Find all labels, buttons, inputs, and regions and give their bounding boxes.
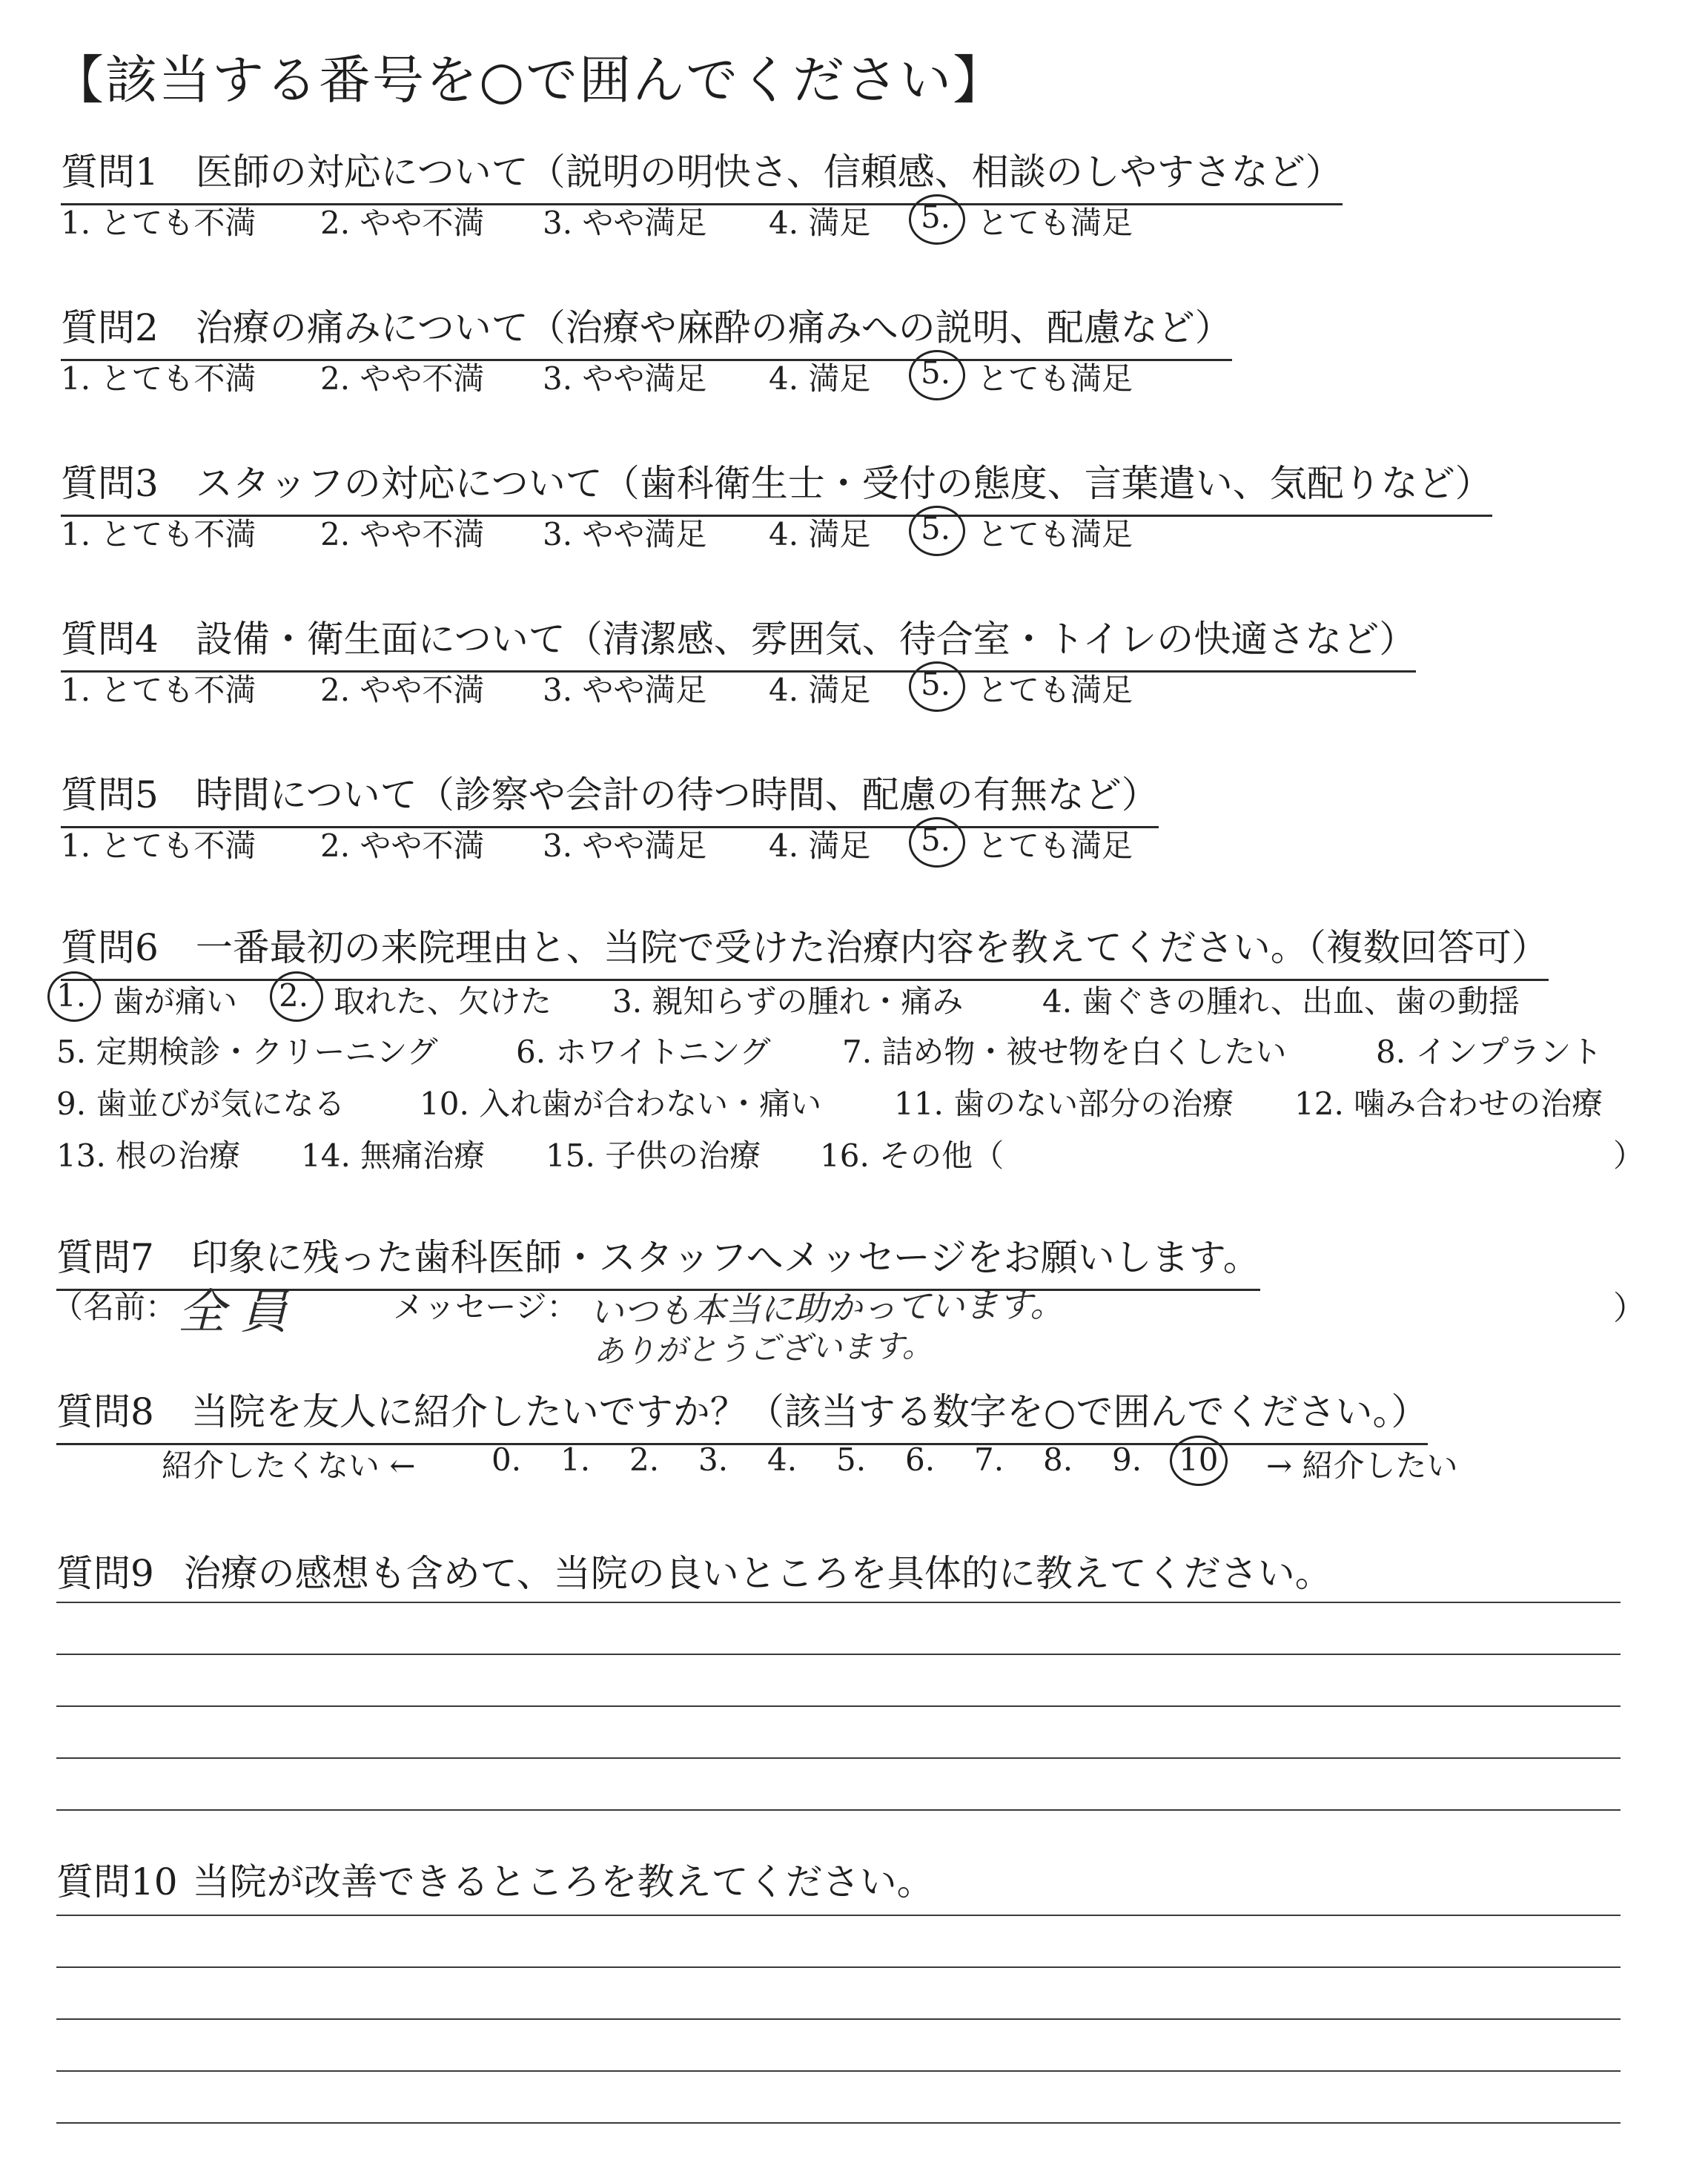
name-label: （名前： — [52, 1289, 177, 1325]
option-1[interactable]: 1. — [56, 977, 87, 1014]
question-number: 質問10 — [56, 1860, 178, 1903]
answer-line[interactable] — [56, 2122, 1621, 2124]
option-11[interactable]: 11. 歯のない部分の治療 — [894, 1086, 1234, 1122]
scale-8[interactable]: 8. — [1043, 1441, 1073, 1478]
option-2[interactable]: 2. やや不満 — [320, 516, 485, 552]
option-7[interactable]: 7. 詰め物・被せ物を白くしたい — [842, 1034, 1287, 1070]
scale-3[interactable]: 3. — [698, 1441, 729, 1478]
message-handwritten-line-1: いつも本当に助かっています。 — [589, 1284, 1065, 1332]
answer-line[interactable] — [56, 1654, 1621, 1655]
selection-circle — [909, 350, 965, 400]
option-1-label: 歯が痛い — [113, 983, 238, 1020]
option-2[interactable]: 2. やや不満 — [320, 360, 485, 397]
option-4[interactable]: 4. 歯ぐきの腫れ、出血、歯の動揺 — [1042, 983, 1520, 1020]
selection-circle — [270, 971, 323, 1022]
question-number: 質問8 — [56, 1390, 154, 1433]
option-2-label: 取れた、欠けた — [334, 983, 552, 1020]
option-10[interactable]: 10. 入れ歯が合わない・痛い — [420, 1086, 822, 1122]
option-5[interactable]: 5. — [921, 510, 951, 546]
selection-circle — [47, 971, 101, 1022]
option-3[interactable]: 3. やや満足 — [543, 672, 707, 708]
option-1[interactable]: 1. とても不満 — [61, 828, 256, 864]
answer-line[interactable] — [56, 2070, 1621, 2072]
message-handwritten-line-2: ありがとうございます。 — [592, 1327, 934, 1370]
scale-9[interactable]: 9. — [1112, 1441, 1142, 1478]
question-text: スタッフの対応について（歯科衛生士・受付の態度、言葉遣い、気配りなど） — [195, 462, 1492, 505]
option-4[interactable]: 4. 満足 — [769, 205, 871, 241]
option-14[interactable]: 14. 無痛治療 — [301, 1137, 486, 1174]
option-3[interactable]: 3. やや満足 — [543, 205, 707, 241]
scale-1[interactable]: 1. — [560, 1441, 591, 1478]
question-1 — [61, 142, 1343, 205]
question-text: 一番最初の来院理由と、当院で受けた治療内容を教えてください。（複数回答可） — [195, 926, 1549, 969]
question-number: 質問2 — [61, 306, 159, 349]
answer-line[interactable] — [56, 1809, 1621, 1811]
option-12[interactable]: 12. 噛み合わせの治療 — [1294, 1086, 1603, 1122]
question-6 — [61, 918, 1549, 981]
question-number: 質問4 — [61, 618, 159, 661]
option-5-label: とても満足 — [977, 205, 1133, 241]
scale-7[interactable]: 7. — [974, 1441, 1004, 1478]
scale-2[interactable]: 2. — [629, 1441, 660, 1478]
scale-5[interactable]: 5. — [836, 1441, 867, 1478]
option-2[interactable]: 2. やや不満 — [320, 828, 485, 864]
answer-line[interactable] — [56, 1966, 1621, 1968]
question-text: 設備・衛生面について（清潔感、雰囲気、待合室・トイレの快適さなど） — [195, 618, 1417, 661]
message-close-paren: ） — [1613, 1289, 1646, 1327]
question-4 — [61, 610, 1416, 673]
question-3 — [61, 454, 1492, 517]
question-number: 質問9 — [56, 1552, 154, 1595]
question-text: 時間について（診察や会計の待つ時間、配慮の有無など） — [195, 773, 1159, 816]
answer-line[interactable] — [56, 1915, 1621, 1916]
scale-4[interactable]: 4. — [767, 1441, 798, 1478]
option-5[interactable]: 5. — [921, 666, 951, 702]
option-4[interactable]: 4. 満足 — [769, 672, 871, 708]
option-5[interactable]: 5. — [921, 354, 951, 391]
other-close-paren: ） — [1613, 1137, 1645, 1174]
option-15[interactable]: 15. 子供の治療 — [546, 1137, 761, 1174]
option-5-label: とても満足 — [977, 828, 1133, 864]
option-5-label: とても満足 — [977, 360, 1133, 397]
question-text: 当院が改善できるところを教えてください。 — [192, 1860, 934, 1903]
option-5[interactable]: 5. — [921, 822, 951, 858]
option-1[interactable]: 1. とても不満 — [61, 672, 256, 708]
option-4[interactable]: 4. 満足 — [769, 360, 871, 397]
option-4[interactable]: 4. 満足 — [769, 828, 871, 864]
option-1[interactable]: 1. とても不満 — [61, 516, 256, 552]
option-2[interactable]: 2. やや不満 — [320, 672, 485, 708]
question-10 — [56, 1852, 934, 1906]
selection-circle — [909, 194, 965, 245]
scale-left-label: 紹介したくない ← — [162, 1447, 416, 1484]
name-handwritten: 全員 — [178, 1285, 302, 1340]
selection-circle — [909, 661, 965, 712]
option-3[interactable]: 3. やや満足 — [543, 516, 707, 552]
question-number: 質問5 — [61, 773, 159, 816]
option-16[interactable]: 16. その他（ — [820, 1137, 1004, 1174]
option-1[interactable]: 1. とても不満 — [61, 205, 256, 241]
message-label: メッセージ： — [393, 1289, 578, 1325]
option-5[interactable]: 5. 定期検診・クリーニング — [56, 1034, 438, 1070]
option-9[interactable]: 9. 歯並びが気になる — [56, 1086, 345, 1122]
question-9 — [56, 1544, 1332, 1597]
question-text: 医師の対応について（説明の明快さ、信頼感、相談のしやすさなど） — [195, 151, 1343, 194]
answer-line[interactable] — [56, 1757, 1621, 1759]
option-8[interactable]: 8. インプラント — [1376, 1034, 1603, 1070]
page-title: 【該当する番号を○で囲んでください】 — [52, 50, 1007, 110]
question-2 — [61, 298, 1232, 361]
question-text: 治療の痛みについて（治療や麻酔の痛みへの説明、配慮など） — [195, 306, 1232, 349]
scale-right-label: → 紹介したい — [1266, 1447, 1458, 1484]
question-text: 治療の感想も含めて、当院の良いところを具体的に教えてください。 — [183, 1552, 1332, 1595]
option-5-label: とても満足 — [977, 516, 1133, 552]
answer-line[interactable] — [56, 1602, 1621, 1603]
option-6[interactable]: 6. ホワイトニング — [516, 1034, 771, 1070]
option-1[interactable]: 1. とても不満 — [61, 360, 256, 397]
question-number: 質問3 — [61, 462, 159, 505]
option-5[interactable]: 5. — [921, 199, 951, 235]
question-number: 質問1 — [61, 151, 159, 194]
option-3[interactable]: 3. やや満足 — [543, 360, 707, 397]
question-8 — [56, 1382, 1428, 1445]
scale-6[interactable]: 6. — [905, 1441, 936, 1478]
question-number: 質問7 — [56, 1236, 154, 1279]
answer-line[interactable] — [56, 2018, 1621, 2020]
question-number: 質問6 — [61, 926, 159, 969]
question-text: 印象に残った歯科医師・スタッフへメッセージをお願いします。 — [191, 1236, 1260, 1279]
selection-circle — [1170, 1436, 1228, 1486]
scale-0[interactable]: 0. — [491, 1441, 522, 1478]
option-3[interactable]: 3. 親知らずの腫れ・痛み — [612, 983, 964, 1020]
question-5 — [61, 765, 1159, 828]
q6-row-4 — [56, 1132, 1645, 1174]
option-3[interactable]: 3. やや満足 — [543, 828, 707, 864]
question-text: 当院を友人に紹介したいですか？（該当する数字を○で囲んでください。） — [191, 1390, 1429, 1433]
option-2[interactable]: 2. やや不満 — [320, 205, 485, 241]
option-5-label: とても満足 — [977, 672, 1133, 708]
option-4[interactable]: 4. 満足 — [769, 516, 871, 552]
option-2[interactable]: 2. — [279, 977, 309, 1014]
answer-line[interactable] — [56, 1705, 1621, 1707]
selection-circle — [909, 817, 965, 868]
scale-10[interactable]: 10 — [1179, 1441, 1219, 1478]
option-13[interactable]: 13. 根の治療 — [56, 1137, 241, 1174]
selection-circle — [909, 506, 965, 556]
